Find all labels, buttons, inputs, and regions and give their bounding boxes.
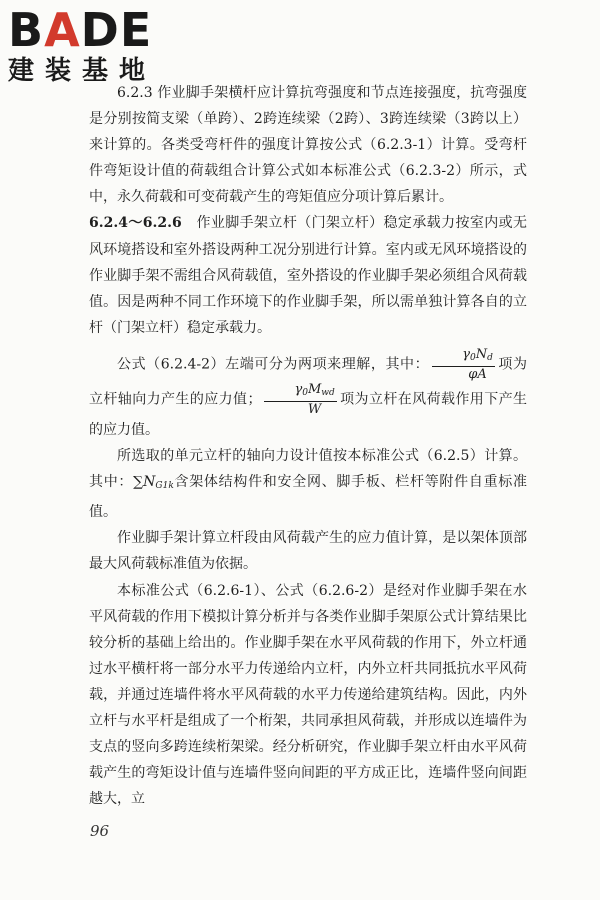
paragraph-6-2-3: 6.2.3 作业脚手架横杆应计算抗弯强度和节点连接强度，抗弯强度是分别按简支梁（单跨）、2跨连续梁（2跨）、3跨连续梁（3跨以上）来计算的。各类受弯杆件的强度计算按公式（6.2.3-1）计算。受弯杆件弯矩设计值的荷载组合计算公式如本标准公式（6.2.3-2）所示，式中，永久荷载和可变荷载产生的弯矩值应分项计算后累计。 bbox=[89, 85, 527, 206]
page-number: 96 bbox=[90, 822, 110, 840]
paragraph-wind-stress: 作业脚手架计算立杆段由风荷载产生的应力值计算，是以架体顶部最大风荷载标准值为依据。 bbox=[89, 530, 527, 573]
formula-axial-stress: $\frac{\gamma_0N_d}{\varphi A}$ bbox=[432, 347, 495, 382]
section-number: 6.2.4～6.2.6 bbox=[89, 215, 182, 232]
paragraph-axial-force: 所选取的单元立杆的轴向力设计值按本标准公式（6.2.5）计算。其中：$\sum N_{G1k}$含架体结构件和安全网、脚手板、栏杆等附件自重标准值。 bbox=[89, 448, 528, 521]
formula-wind-stress: $\frac{\gamma_0M_{wd}}{W}$ bbox=[264, 382, 336, 417]
logo-wordmark: BADE bbox=[8, 3, 153, 57]
logo-subtitle: 建装基地 bbox=[8, 56, 157, 86]
formula-ng1k: $N_{G1k}$ bbox=[143, 474, 174, 492]
paragraph-6-2-4: 6.2.4～6.2.6 作业脚手架立杆（门架立杆）稳定承载力按室内或无风环境搭设和室外搭设两种工况分别进行计算。室内或无风环境搭设的作业脚手架不需组合风荷载值，室外搭设的作业脚手架必须组合风荷载值。因是两种不同工作环境下的作业脚手架，所以需单独计算各自的立杆（门架立杆）稳定承载力。 bbox=[89, 215, 527, 336]
paragraph-formula-explain: 公式（6.2.4-2）左端可分为两项来理解，其中： $\frac{\gamma_0N_d}{\varphi A}$ 项为立杆轴向力产生的应力值； $\frac{\gamma_0M_{wd}}{W}$ 项为立杆在风荷载作用下产生的应力值。 bbox=[89, 346, 528, 438]
document-body bbox=[89, 80, 527, 812]
paragraph-6-2-6: 本标准公式（6.2.6-1）、公式（6.2.6-2）是经对作业脚手架在水平风荷载的作用下模拟计算分析并与各类作业脚手架原公式计算结果比较分析的基础上给出的。作业脚手架在水平风荷载的作用下，外立杆通过水平横杆将一部分水平力传递给内立杆，内外立杆共同抵抗水平风荷载，并通过连墙件将水平风荷载的水平力传递给建筑结构。因此，内外立杆与水平杆是组成了一个桁架，共同承担风荷载，并形成以连墙件为支点的竖向多跨连续桁架梁。经分析研究，作业脚手架立杆由水平风荷载产生的弯矩设计值与连墙件竖向间距的平方成正比，连墙件竖向间距越大，立 bbox=[89, 582, 527, 808]
